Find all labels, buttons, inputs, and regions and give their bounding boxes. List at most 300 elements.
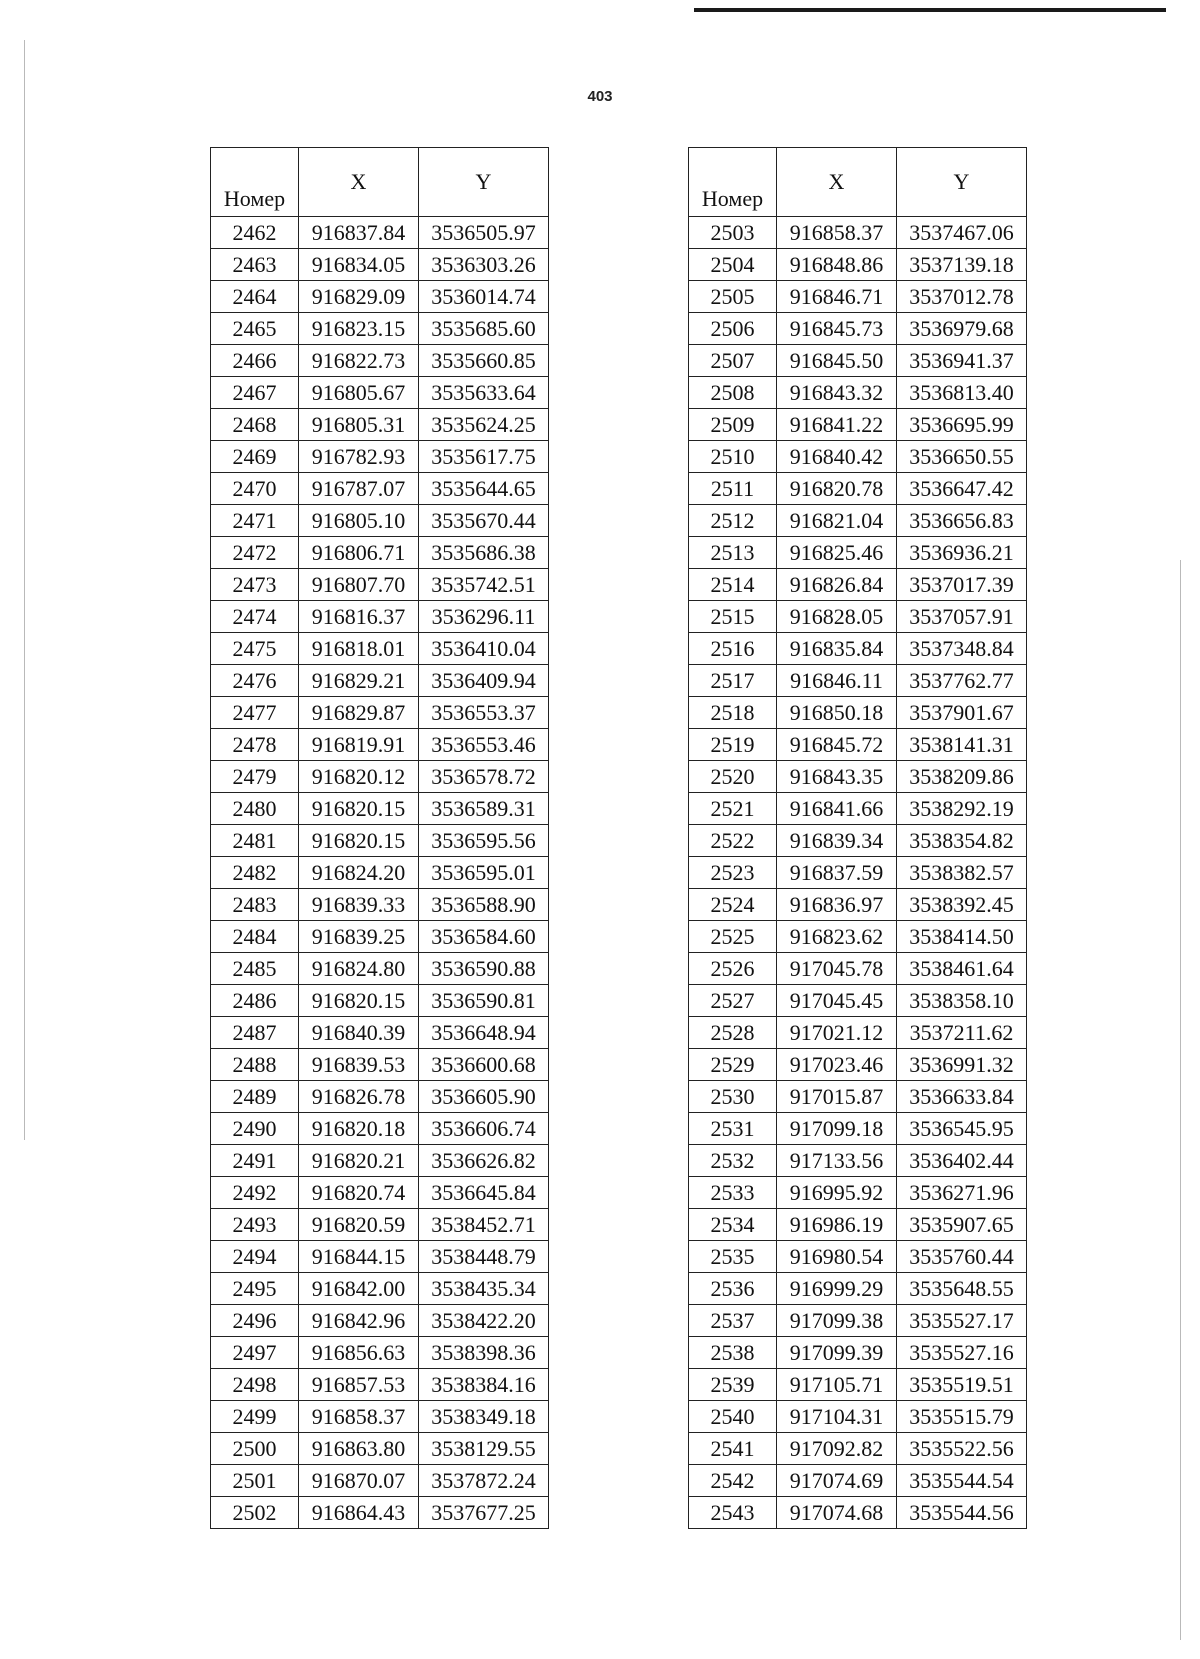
cell-y: 3538448.79	[419, 1241, 549, 1273]
cell-number: 2536	[689, 1273, 777, 1305]
cell-number: 2534	[689, 1209, 777, 1241]
header-y: Y	[897, 148, 1027, 217]
table-row	[689, 761, 1027, 793]
cell-x: 916820.15	[299, 793, 419, 825]
cell-number: 2506	[689, 313, 777, 345]
cell-y: 3536605.90	[419, 1081, 549, 1113]
table-row	[689, 633, 1027, 665]
cell-number: 2489	[211, 1081, 299, 1113]
cell-x: 916839.33	[299, 889, 419, 921]
cell-y: 3535624.25	[419, 409, 549, 441]
cell-x: 917045.78	[777, 953, 897, 985]
table-row	[211, 1241, 549, 1273]
cell-x: 917099.18	[777, 1113, 897, 1145]
cell-number: 2498	[211, 1369, 299, 1401]
cell-number: 2542	[689, 1465, 777, 1497]
table-row	[689, 825, 1027, 857]
cell-number: 2493	[211, 1209, 299, 1241]
cell-x: 916843.32	[777, 377, 897, 409]
cell-x: 916821.04	[777, 505, 897, 537]
cell-x: 916787.07	[299, 473, 419, 505]
cell-number: 2475	[211, 633, 299, 665]
cell-number: 2532	[689, 1145, 777, 1177]
cell-x: 916820.74	[299, 1177, 419, 1209]
cell-number: 2517	[689, 665, 777, 697]
table-row	[211, 1081, 549, 1113]
cell-number: 2488	[211, 1049, 299, 1081]
table-row	[689, 569, 1027, 601]
cell-y: 3537211.62	[897, 1017, 1027, 1049]
cell-y: 3535544.54	[897, 1465, 1027, 1497]
cell-number: 2509	[689, 409, 777, 441]
cell-number: 2528	[689, 1017, 777, 1049]
cell-y: 3536648.94	[419, 1017, 549, 1049]
cell-y: 3538141.31	[897, 729, 1027, 761]
cell-y: 3537017.39	[897, 569, 1027, 601]
cell-x: 916846.11	[777, 665, 897, 697]
cell-x: 917015.87	[777, 1081, 897, 1113]
cell-y: 3536589.31	[419, 793, 549, 825]
cell-y: 3536553.37	[419, 697, 549, 729]
cell-y: 3536303.26	[419, 249, 549, 281]
cell-y: 3536979.68	[897, 313, 1027, 345]
table-row	[689, 249, 1027, 281]
cell-number: 2500	[211, 1433, 299, 1465]
cell-x: 916820.15	[299, 985, 419, 1017]
cell-x: 916805.67	[299, 377, 419, 409]
table-row	[689, 1401, 1027, 1433]
cell-x: 916837.59	[777, 857, 897, 889]
table-row	[689, 505, 1027, 537]
cell-x: 916841.66	[777, 793, 897, 825]
table-row	[689, 1497, 1027, 1529]
cell-x: 916820.78	[777, 473, 897, 505]
cell-number: 2518	[689, 697, 777, 729]
cell-y: 3536410.04	[419, 633, 549, 665]
table-row	[211, 729, 549, 761]
cell-number: 2464	[211, 281, 299, 313]
cell-y: 3537872.24	[419, 1465, 549, 1497]
table-row	[211, 857, 549, 889]
table-row	[211, 473, 549, 505]
table-row	[689, 537, 1027, 569]
cell-number: 2504	[689, 249, 777, 281]
cell-y: 3536014.74	[419, 281, 549, 313]
cell-x: 916820.59	[299, 1209, 419, 1241]
cell-number: 2483	[211, 889, 299, 921]
table-row	[211, 409, 549, 441]
table-row	[689, 1433, 1027, 1465]
cell-y: 3536813.40	[897, 377, 1027, 409]
table-row	[211, 505, 549, 537]
cell-x: 917045.45	[777, 985, 897, 1017]
coordinates-table-left	[210, 147, 549, 1529]
table-row	[211, 633, 549, 665]
cell-number: 2473	[211, 569, 299, 601]
cell-x: 917092.82	[777, 1433, 897, 1465]
cell-x: 916820.15	[299, 825, 419, 857]
cell-number: 2514	[689, 569, 777, 601]
cell-y: 3536656.83	[897, 505, 1027, 537]
cell-number: 2482	[211, 857, 299, 889]
cell-number: 2496	[211, 1305, 299, 1337]
cell-x: 916820.12	[299, 761, 419, 793]
cell-x: 916807.70	[299, 569, 419, 601]
table-header-row	[689, 148, 1027, 217]
cell-number: 2530	[689, 1081, 777, 1113]
table-row	[689, 281, 1027, 313]
cell-number: 2462	[211, 217, 299, 249]
table-row	[211, 569, 549, 601]
cell-x: 916842.00	[299, 1273, 419, 1305]
cell-y: 3536695.99	[897, 409, 1027, 441]
table-row	[211, 1113, 549, 1145]
cell-y: 3536590.81	[419, 985, 549, 1017]
cell-number: 2471	[211, 505, 299, 537]
table-row	[689, 793, 1027, 825]
table-row	[689, 953, 1027, 985]
cell-number: 2516	[689, 633, 777, 665]
cell-x: 917023.46	[777, 1049, 897, 1081]
cell-y: 3535644.65	[419, 473, 549, 505]
table-row	[689, 985, 1027, 1017]
cell-number: 2476	[211, 665, 299, 697]
cell-y: 3535686.38	[419, 537, 549, 569]
table-row	[211, 1433, 549, 1465]
table-row	[689, 345, 1027, 377]
table-row	[689, 1049, 1027, 1081]
cell-y: 3535685.60	[419, 313, 549, 345]
cell-y: 3536588.90	[419, 889, 549, 921]
cell-y: 3536578.72	[419, 761, 549, 793]
cell-number: 2539	[689, 1369, 777, 1401]
table-row	[211, 1209, 549, 1241]
cell-x: 916845.50	[777, 345, 897, 377]
cell-y: 3537348.84	[897, 633, 1027, 665]
cell-x: 916980.54	[777, 1241, 897, 1273]
table-row	[211, 1177, 549, 1209]
cell-y: 3536633.84	[897, 1081, 1027, 1113]
table-row	[211, 921, 549, 953]
table-row	[211, 345, 549, 377]
cell-y: 3536271.96	[897, 1177, 1027, 1209]
cell-y: 3538461.64	[897, 953, 1027, 985]
cell-y: 3538392.45	[897, 889, 1027, 921]
cell-number: 2505	[689, 281, 777, 313]
cell-number: 2521	[689, 793, 777, 825]
table-row	[211, 537, 549, 569]
cell-y: 3536409.94	[419, 665, 549, 697]
table-row	[211, 601, 549, 633]
table-row	[211, 1369, 549, 1401]
cell-y: 3536650.55	[897, 441, 1027, 473]
table-row	[689, 1177, 1027, 1209]
cell-number: 2538	[689, 1337, 777, 1369]
cell-y: 3537677.25	[419, 1497, 549, 1529]
table-row	[211, 1401, 549, 1433]
cell-y: 3537467.06	[897, 217, 1027, 249]
table-row	[211, 313, 549, 345]
cell-number: 2467	[211, 377, 299, 409]
cell-y: 3536991.32	[897, 1049, 1027, 1081]
page-number: 403	[587, 88, 613, 105]
table-row	[211, 1497, 549, 1529]
cell-number: 2466	[211, 345, 299, 377]
cell-x: 916839.53	[299, 1049, 419, 1081]
cell-number: 2477	[211, 697, 299, 729]
table-row	[689, 313, 1027, 345]
cell-y: 3536595.56	[419, 825, 549, 857]
cell-y: 3536941.37	[897, 345, 1027, 377]
cell-x: 916829.21	[299, 665, 419, 697]
table-row	[689, 921, 1027, 953]
cell-y: 3538414.50	[897, 921, 1027, 953]
coordinates-table-right	[688, 147, 1027, 1529]
table-header-row	[211, 148, 549, 217]
table-row	[211, 825, 549, 857]
cell-y: 3535670.44	[419, 505, 549, 537]
scan-edge-right	[1180, 560, 1181, 1640]
cell-x: 916822.73	[299, 345, 419, 377]
table-row	[689, 377, 1027, 409]
cell-number: 2541	[689, 1433, 777, 1465]
cell-number: 2543	[689, 1497, 777, 1529]
cell-number: 2501	[211, 1465, 299, 1497]
cell-x: 916844.15	[299, 1241, 419, 1273]
cell-y: 3538452.71	[419, 1209, 549, 1241]
cell-y: 3537139.18	[897, 249, 1027, 281]
table-row	[211, 953, 549, 985]
cell-x: 916835.84	[777, 633, 897, 665]
table-row	[689, 1273, 1027, 1305]
cell-y: 3535660.85	[419, 345, 549, 377]
table-row	[689, 1209, 1027, 1241]
cell-y: 3536626.82	[419, 1145, 549, 1177]
cell-number: 2494	[211, 1241, 299, 1273]
cell-x: 917104.31	[777, 1401, 897, 1433]
cell-number: 2535	[689, 1241, 777, 1273]
cell-y: 3538422.20	[419, 1305, 549, 1337]
cell-y: 3538435.34	[419, 1273, 549, 1305]
cell-number: 2513	[689, 537, 777, 569]
table-row	[689, 665, 1027, 697]
table-row	[211, 793, 549, 825]
table-row	[689, 1017, 1027, 1049]
cell-x: 916857.53	[299, 1369, 419, 1401]
cell-number: 2481	[211, 825, 299, 857]
cell-number: 2472	[211, 537, 299, 569]
cell-number: 2522	[689, 825, 777, 857]
cell-x: 917105.71	[777, 1369, 897, 1401]
cell-x: 916843.35	[777, 761, 897, 793]
table-row	[689, 1337, 1027, 1369]
cell-number: 2495	[211, 1273, 299, 1305]
table-row	[211, 985, 549, 1017]
table-row	[689, 857, 1027, 889]
cell-number: 2491	[211, 1145, 299, 1177]
cell-y: 3536647.42	[897, 473, 1027, 505]
cell-y: 3538209.86	[897, 761, 1027, 793]
cell-y: 3535527.17	[897, 1305, 1027, 1337]
table-row	[211, 217, 549, 249]
cell-number: 2463	[211, 249, 299, 281]
cell-number: 2520	[689, 761, 777, 793]
table-row	[211, 1273, 549, 1305]
table-row	[689, 1113, 1027, 1145]
cell-number: 2486	[211, 985, 299, 1017]
table-row	[689, 409, 1027, 441]
table-row	[689, 441, 1027, 473]
cell-y: 3538382.57	[897, 857, 1027, 889]
cell-x: 916826.78	[299, 1081, 419, 1113]
table-row	[211, 1145, 549, 1177]
cell-number: 2465	[211, 313, 299, 345]
cell-x: 916858.37	[777, 217, 897, 249]
cell-y: 3538354.82	[897, 825, 1027, 857]
cell-x: 916986.19	[777, 1209, 897, 1241]
cell-x: 916805.10	[299, 505, 419, 537]
cell-number: 2525	[689, 921, 777, 953]
cell-y: 3536553.46	[419, 729, 549, 761]
cell-y: 3536600.68	[419, 1049, 549, 1081]
cell-x: 916829.09	[299, 281, 419, 313]
cell-y: 3535633.64	[419, 377, 549, 409]
cell-y: 3538384.16	[419, 1369, 549, 1401]
cell-y: 3538129.55	[419, 1433, 549, 1465]
cell-number: 2515	[689, 601, 777, 633]
table-row	[211, 1305, 549, 1337]
cell-x: 916825.46	[777, 537, 897, 569]
cell-y: 3536645.84	[419, 1177, 549, 1209]
cell-y: 3537901.67	[897, 697, 1027, 729]
cell-number: 2487	[211, 1017, 299, 1049]
header-y: Y	[419, 148, 549, 217]
table-row	[211, 889, 549, 921]
table-row	[211, 249, 549, 281]
header-x: X	[777, 148, 897, 217]
cell-x: 916816.37	[299, 601, 419, 633]
cell-number: 2474	[211, 601, 299, 633]
cell-x: 916848.86	[777, 249, 897, 281]
table-row	[689, 1369, 1027, 1401]
cell-x: 916870.07	[299, 1465, 419, 1497]
cell-y: 3535519.51	[897, 1369, 1027, 1401]
cell-x: 916820.18	[299, 1113, 419, 1145]
cell-y: 3535742.51	[419, 569, 549, 601]
cell-x: 916841.22	[777, 409, 897, 441]
cell-x: 916836.97	[777, 889, 897, 921]
cell-x: 916863.80	[299, 1433, 419, 1465]
cell-x: 916850.18	[777, 697, 897, 729]
cell-number: 2527	[689, 985, 777, 1017]
cell-y: 3538292.19	[897, 793, 1027, 825]
cell-number: 2540	[689, 1401, 777, 1433]
cell-x: 917021.12	[777, 1017, 897, 1049]
cell-x: 916819.91	[299, 729, 419, 761]
table-row	[689, 217, 1027, 249]
header-x: X	[299, 148, 419, 217]
cell-y: 3535527.16	[897, 1337, 1027, 1369]
cell-x: 916840.42	[777, 441, 897, 473]
cell-y: 3536936.21	[897, 537, 1027, 569]
cell-number: 2526	[689, 953, 777, 985]
cell-number: 2503	[689, 217, 777, 249]
cell-x: 917133.56	[777, 1145, 897, 1177]
table-row	[689, 473, 1027, 505]
table-row	[689, 601, 1027, 633]
cell-number: 2492	[211, 1177, 299, 1209]
cell-y: 3536402.44	[897, 1145, 1027, 1177]
cell-x: 916818.01	[299, 633, 419, 665]
cell-x: 916834.05	[299, 249, 419, 281]
cell-x: 916845.72	[777, 729, 897, 761]
table-row	[689, 1465, 1027, 1497]
table-row	[211, 665, 549, 697]
table-row	[211, 281, 549, 313]
cell-x: 916839.25	[299, 921, 419, 953]
cell-number: 2497	[211, 1337, 299, 1369]
cell-y: 3535760.44	[897, 1241, 1027, 1273]
cell-number: 2478	[211, 729, 299, 761]
cell-number: 2484	[211, 921, 299, 953]
cell-number: 2490	[211, 1113, 299, 1145]
cell-y: 3538358.10	[897, 985, 1027, 1017]
cell-x: 916824.80	[299, 953, 419, 985]
cell-x: 916840.39	[299, 1017, 419, 1049]
cell-x: 916856.63	[299, 1337, 419, 1369]
cell-x: 916782.93	[299, 441, 419, 473]
cell-x: 916999.29	[777, 1273, 897, 1305]
table-row	[689, 697, 1027, 729]
cell-y: 3537012.78	[897, 281, 1027, 313]
cell-x: 916829.87	[299, 697, 419, 729]
cell-x: 916823.15	[299, 313, 419, 345]
table-row	[689, 1305, 1027, 1337]
cell-number: 2523	[689, 857, 777, 889]
cell-y: 3536296.11	[419, 601, 549, 633]
table-row	[211, 377, 549, 409]
table-row	[689, 889, 1027, 921]
cell-number: 2519	[689, 729, 777, 761]
table-row	[689, 729, 1027, 761]
cell-x: 916820.21	[299, 1145, 419, 1177]
cell-y: 3536584.60	[419, 921, 549, 953]
table-row	[689, 1241, 1027, 1273]
cell-x: 917074.68	[777, 1497, 897, 1529]
scan-edge-left	[24, 40, 25, 1140]
cell-number: 2480	[211, 793, 299, 825]
cell-x: 916828.05	[777, 601, 897, 633]
cell-x: 916864.43	[299, 1497, 419, 1529]
cell-number: 2485	[211, 953, 299, 985]
cell-x: 916839.34	[777, 825, 897, 857]
cell-x: 916837.84	[299, 217, 419, 249]
cell-x: 916824.20	[299, 857, 419, 889]
cell-x: 916846.71	[777, 281, 897, 313]
cell-number: 2499	[211, 1401, 299, 1433]
cell-y: 3535515.79	[897, 1401, 1027, 1433]
cell-x: 916806.71	[299, 537, 419, 569]
cell-y: 3536595.01	[419, 857, 549, 889]
cell-y: 3537057.91	[897, 601, 1027, 633]
cell-y: 3535648.55	[897, 1273, 1027, 1305]
cell-number: 2537	[689, 1305, 777, 1337]
cell-x: 916858.37	[299, 1401, 419, 1433]
table-row	[211, 761, 549, 793]
cell-x: 916826.84	[777, 569, 897, 601]
cell-y: 3535617.75	[419, 441, 549, 473]
table-row	[211, 1017, 549, 1049]
